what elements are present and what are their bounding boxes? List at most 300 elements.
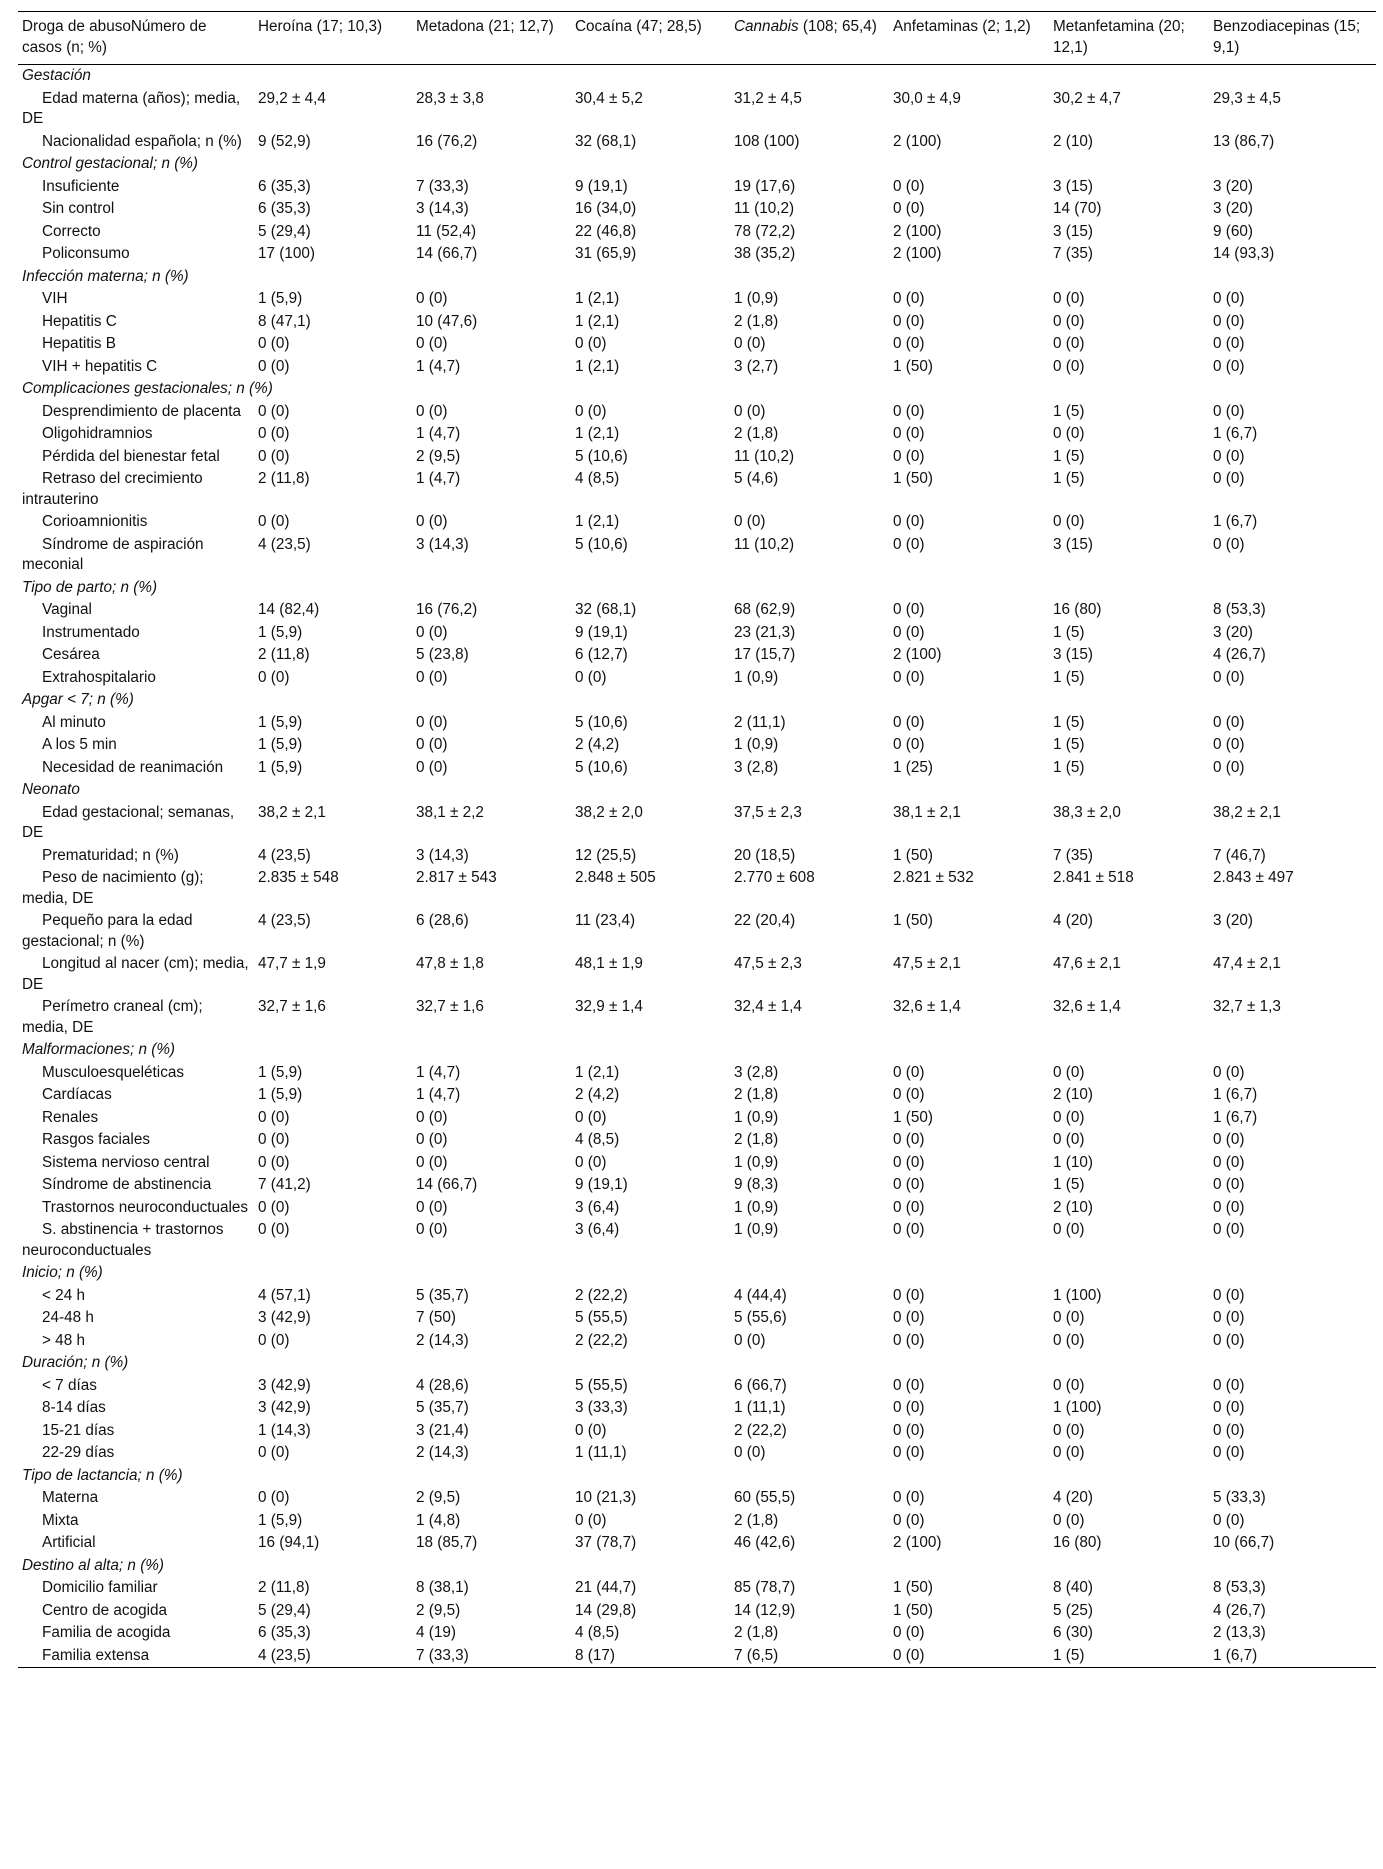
table-cell: 3 (14,3) [416,200,469,217]
table-cell: 11 (52,4) [416,222,477,240]
row-label-cell [18,131,254,154]
row-label-cell [18,622,254,645]
row-label-cell [18,1577,254,1600]
table-cell: 1 (50) [893,912,933,929]
table-cell: 0 (0) [416,290,448,307]
table-cell: 1 (6,7) [1213,513,1258,530]
row-label: Prematuridad; n (%) [42,846,179,864]
table-cell: 0 (0) [416,736,448,753]
table-row [18,953,1376,996]
table-cell: 1 (50) [893,846,933,864]
row-label: Sin control [42,200,115,217]
table-cell: 2 (22,2) [734,1421,787,1439]
table-cell: 3 (14,3) [416,846,469,864]
table-cell: 0 (0) [1053,357,1085,375]
table-cell: 32,4 ± 1,4 [734,998,802,1015]
table-cell: 1 (2,1) [575,312,620,330]
table-cell: 1 (11,1) [734,1399,786,1416]
row-label: Hepatitis C [42,312,117,330]
table-cell: 1 (11,1) [575,1444,627,1461]
table-cell: 0 (0) [1213,1286,1245,1304]
table-cell: 2 (11,1) [734,713,786,731]
table-cell: 0 (0) [258,1221,290,1238]
table-cell: 0 (0) [893,290,925,307]
table-cell: 0 (0) [893,1086,925,1103]
table-cell: 37,5 ± 2,3 [734,803,802,821]
section-row [18,779,1376,802]
header-cannabis-count: (108; 65,4) [798,18,877,35]
table-cell: 0 (0) [893,713,925,731]
table-cell: 0 (0) [893,1176,925,1193]
table-cell: 5 (55,5) [575,1309,628,1326]
row-label: > 48 h [42,1331,85,1349]
table-cell: 0 (0) [893,1198,925,1216]
section-label: Malformaciones; n (%) [22,1041,176,1058]
table-row [18,802,1376,845]
table-cell: 0 (0) [1213,335,1245,352]
table-cell: 16 (80) [1053,1534,1102,1551]
table-cell: 20 (18,5) [734,846,796,864]
table-cell: 0 (0) [734,335,766,352]
row-label: Centro de acogida [42,1601,168,1619]
table-cell: 0 (0) [893,1309,925,1326]
table-row [18,1622,1376,1645]
row-label: Renales [42,1108,99,1126]
table-cell: 38,1 ± 2,1 [893,803,961,821]
table-cell: 1 (4,7) [416,470,461,487]
table-cell: 0 (0) [893,1646,925,1664]
row-label: Nacionalidad española; n (%) [42,132,242,150]
table-cell: 5 (29,4) [258,1601,311,1619]
table-cell: 8 (38,1) [416,1579,469,1596]
table-cell: 1 (2,1) [575,357,620,375]
section-row [18,65,1376,88]
row-label: Extrahospitalario [42,668,156,686]
table-cell: 7 (35) [1053,245,1093,262]
table-cell: 5 (10,6) [575,535,628,553]
table-cell: 8 (17) [575,1646,615,1664]
table-cell: 8 (53,3) [1213,1579,1266,1596]
table-cell: 38,2 ± 2,0 [575,803,643,821]
table-cell: 85 (78,7) [734,1579,796,1596]
table-cell: 0 (0) [575,335,607,352]
table-cell: 6 (35,3) [258,1624,311,1641]
table-cell: 2 (100) [893,132,942,150]
row-label: Retraso del crecimiento intrauterino [22,470,203,508]
row-label-cell [18,1645,254,1668]
table-cell: 0 (0) [258,1108,290,1126]
table-cell: 3 (15) [1053,646,1093,663]
table-cell: 2 (14,3) [416,1331,469,1349]
table-cell: 3 (15) [1053,535,1093,553]
table-cell: 2 (10) [1053,1086,1093,1103]
table-cell: 28,3 ± 3,8 [416,89,484,107]
table-row [18,1645,1376,1668]
table-row [18,1420,1376,1443]
table-cell: 22 (20,4) [734,912,796,929]
table-cell: 1 (10) [1053,1153,1093,1171]
table-row [18,1577,1376,1600]
row-label-cell [18,1487,254,1510]
table-cell: 2 (4,2) [575,1086,620,1103]
table-cell: 32,7 ± 1,6 [258,998,326,1015]
table-cell: 4 (23,5) [258,846,311,864]
table-cell: 32 (68,1) [575,132,637,150]
table-cell: 0 (0) [258,402,290,420]
table-cell: 2 (11,8) [258,1579,310,1596]
row-label: Familia de acogida [42,1624,171,1641]
table-cell: 38,2 ± 2,1 [1213,803,1281,821]
table-cell: 10 (21,3) [575,1489,637,1506]
row-label-cell [18,1397,254,1420]
table-row [18,333,1376,356]
table-row [18,1174,1376,1197]
table-cell: 0 (0) [258,447,290,465]
table-cell: 0 (0) [893,1221,925,1238]
table-cell: 0 (0) [893,1376,925,1394]
table-row [18,534,1376,577]
table-cell: 1 (4,7) [416,1086,461,1103]
table-cell: 0 (0) [1213,1063,1245,1081]
row-label: Musculoesqueléticas [42,1063,184,1081]
table-cell: 0 (0) [1053,425,1085,442]
section-label: Duración; n (%) [22,1354,129,1371]
table-cell: 30,4 ± 5,2 [575,89,643,107]
table-row [18,401,1376,424]
table-cell: 0 (0) [258,513,290,530]
table-cell: 0 (0) [893,312,925,330]
row-label: Artificial [42,1534,96,1551]
table-cell: 5 (23,8) [416,646,469,663]
table-cell: 5 (10,6) [575,758,628,776]
table-cell: 48,1 ± 1,9 [575,955,643,972]
table-cell: 0 (0) [416,513,448,530]
table-cell: 14 (70) [1053,200,1102,217]
table-row [18,88,1376,131]
table-cell: 3 (6,4) [575,1198,620,1216]
table-cell: 5 (35,7) [416,1286,469,1304]
table-cell: 2 (1,8) [734,1086,779,1103]
table-row [18,423,1376,446]
table-row [18,356,1376,379]
table-cell: 1 (5) [1053,758,1085,776]
table-cell: 0 (0) [1213,1511,1245,1529]
table-cell: 0 (0) [416,402,448,420]
row-label: Vaginal [42,601,92,618]
table-cell: 2 (1,8) [734,1511,779,1529]
row-label-cell [18,311,254,334]
row-label-cell [18,1622,254,1645]
row-label: Edad gestacional; semanas, DE [22,803,235,841]
table-cell: 4 (20) [1053,1489,1093,1506]
table-cell: 0 (0) [1213,1221,1245,1238]
table-cell: 18 (85,7) [416,1534,478,1551]
table-cell: 60 (55,5) [734,1489,796,1506]
table-cell: 0 (0) [1053,1376,1085,1394]
table-cell: 1 (6,7) [1213,1086,1258,1103]
table-cell: 3 (6,4) [575,1221,620,1238]
row-label-cell [18,401,254,424]
table-cell: 2 (1,8) [734,1624,779,1641]
section-label: Inicio; n (%) [22,1264,103,1281]
table-cell: 0 (0) [734,1444,766,1461]
row-label-cell [18,423,254,446]
table-cell: 8 (53,3) [1213,601,1266,618]
row-label-cell [18,1442,254,1465]
table-cell: 1 (100) [1053,1399,1102,1416]
table-body [18,65,1376,1668]
section-row [18,378,1376,401]
row-label: Instrumentado [42,623,140,641]
table-cell: 0 (0) [893,1131,925,1148]
table-cell: 1 (5,9) [258,1511,303,1529]
table-cell: 1 (4,7) [416,425,461,442]
table-cell: 0 (0) [1053,1444,1085,1461]
table-cell: 1 (5) [1053,1646,1085,1664]
row-label-cell [18,1197,254,1220]
row-label-cell [18,288,254,311]
table-cell: 17 (100) [258,245,315,262]
table-cell: 2 (100) [893,646,942,663]
table-cell: 0 (0) [258,1331,290,1349]
table-cell: 2 (100) [893,245,942,262]
row-label: VIH + hepatitis C [42,357,158,375]
table-cell: 6 (35,3) [258,200,311,217]
row-label-cell [18,1330,254,1353]
table-cell: 2 (9,5) [416,1489,461,1506]
table-cell: 47,7 ± 1,9 [258,955,326,972]
table-cell: 108 (100) [734,132,800,150]
table-cell: 3 (14,3) [416,535,469,553]
table-row [18,1107,1376,1130]
table-cell: 0 (0) [1213,1176,1245,1193]
table-row [18,1510,1376,1533]
table-cell: 0 (0) [893,1489,925,1506]
table-cell: 1 (2,1) [575,1063,620,1081]
table-cell: 6 (66,7) [734,1376,787,1394]
table-cell: 11 (10,2) [734,200,795,217]
section-label: Apgar < 7; n (%) [22,691,134,708]
table-cell: 3 (42,9) [258,1309,311,1326]
table-cell: 16 (80) [1053,601,1102,618]
table-cell: 38 (35,2) [734,245,796,262]
section-row [18,1352,1376,1375]
section-label: Destino al alta; n (%) [22,1556,164,1574]
table-cell: 14 (66,7) [416,245,478,262]
table-cell: 0 (0) [893,425,925,442]
table-cell: 32,6 ± 1,4 [1053,998,1121,1015]
table-cell: 0 (0) [575,1108,607,1126]
table-cell: 0 (0) [416,713,448,731]
row-label: Al minuto [42,713,106,731]
table-cell: 1 (6,7) [1213,1646,1258,1664]
data-table [18,11,1376,1668]
table-cell: 0 (0) [1053,513,1085,530]
table-cell: 3 (33,3) [575,1399,628,1416]
table-cell: 38,1 ± 2,2 [416,803,484,821]
table-cell: 2.817 ± 543 [416,869,497,886]
table-row [18,131,1376,154]
row-label: Edad materna (años); media, DE [22,89,241,127]
header-benzodiacepinas: Benzodiacepinas (15; 9,1) [1213,18,1361,56]
table-row [18,1129,1376,1152]
table-cell: 1 (4,7) [416,357,461,375]
table-cell: 9 (8,3) [734,1176,779,1193]
table-cell: 2.770 ± 608 [734,869,815,886]
table-cell: 9 (19,1) [575,623,628,641]
table-cell: 0 (0) [893,200,925,217]
table-cell: 1 (2,1) [575,513,620,530]
table-cell: 0 (0) [893,177,925,195]
table-cell: 1 (5,9) [258,713,303,731]
table-cell: 0 (0) [1213,1421,1245,1439]
row-label: Domicilio familiar [42,1579,158,1596]
table-cell: 2 (9,5) [416,447,461,465]
table-cell: 14 (93,3) [1213,245,1275,262]
table-cell: 0 (0) [1213,470,1245,487]
row-label-cell [18,599,254,622]
table-cell: 1 (5) [1053,713,1085,731]
table-cell: 0 (0) [416,623,448,641]
table-cell: 3 (20) [1213,912,1253,929]
table-cell: 3 (20) [1213,200,1253,217]
table-cell: 0 (0) [1213,402,1245,420]
table-cell: 2 (22,2) [575,1331,628,1349]
table-cell: 0 (0) [258,1444,290,1461]
table-cell: 0 (0) [893,513,925,530]
table-cell: 0 (0) [1053,290,1085,307]
row-label: 8-14 días [42,1399,106,1416]
row-label-cell [18,1107,254,1130]
table-cell: 4 (8,5) [575,470,620,487]
row-label: Materna [42,1489,99,1506]
table-cell: 47,4 ± 2,1 [1213,955,1281,972]
table-cell: 0 (0) [1053,1309,1085,1326]
table-cell: 29,2 ± 4,4 [258,89,326,107]
table-row [18,1152,1376,1175]
header-drug-cases: Droga de abusoNúmero de casos (n; %) [22,18,207,56]
table-cell: 0 (0) [416,1108,448,1126]
table-cell: 5 (55,5) [575,1376,628,1394]
table-row [18,867,1376,910]
table-cell: 5 (35,7) [416,1399,469,1416]
row-label-cell [18,1129,254,1152]
row-label-cell [18,712,254,735]
table-cell: 0 (0) [1213,758,1245,776]
row-label: Pequeño para la edad gestacional; n (%) [22,912,193,950]
table-row [18,176,1376,199]
table-cell: 0 (0) [1053,1511,1085,1529]
table-cell: 1 (5) [1053,623,1085,641]
row-label-cell [18,1307,254,1330]
section-label: Tipo de parto; n (%) [22,578,158,596]
table-cell: 0 (0) [893,623,925,641]
row-label: Trastornos neuroconductuales [42,1198,249,1216]
table-cell: 4 (8,5) [575,1624,620,1641]
table-cell: 0 (0) [893,1331,925,1349]
table-cell: 2 (13,3) [1213,1624,1266,1641]
table-row [18,910,1376,953]
table-cell: 31,2 ± 4,5 [734,89,802,107]
table-cell: 0 (0) [1053,335,1085,352]
table-cell: 14 (82,4) [258,601,320,618]
table-cell: 11 (10,2) [734,447,795,465]
table-cell: 16 (76,2) [416,601,478,618]
table-cell: 3 (20) [1213,177,1253,195]
table-cell: 6 (28,6) [416,912,469,929]
section-label: Infección materna; n (%) [22,267,189,285]
table-row [18,667,1376,690]
table-cell: 0 (0) [893,601,925,618]
table-cell: 4 (20) [1053,912,1093,929]
table-cell: 29,3 ± 4,5 [1213,89,1281,107]
row-label: Oligohidramnios [42,425,153,442]
table-cell: 0 (0) [416,1153,448,1171]
table-cell: 47,5 ± 2,1 [893,955,961,972]
table-cell: 2 (11,8) [258,470,310,487]
row-label-cell [18,1152,254,1175]
table-cell: 14 (29,8) [575,1601,637,1619]
header-metanfetamina: Metanfetamina (20; 12,1) [1053,18,1185,56]
table-cell: 9 (19,1) [575,177,628,195]
table-cell: 78 (72,2) [734,222,796,240]
table-cell: 37 (78,7) [575,1534,637,1551]
table-row [18,1487,1376,1510]
table-cell: 32 (68,1) [575,601,637,618]
row-label: Correcto [42,222,101,240]
row-label-cell [18,356,254,379]
table-cell: 1 (0,9) [734,1198,779,1216]
table-cell: 16 (76,2) [416,132,478,150]
table-cell: 0 (0) [416,1221,448,1238]
row-label-cell [18,734,254,757]
section-row [18,1262,1376,1285]
table-cell: 38,3 ± 2,0 [1053,803,1121,821]
row-label: Sistema nervioso central [42,1153,210,1171]
table-cell: 1 (25) [893,758,933,776]
table-cell: 0 (0) [575,1153,607,1171]
table-cell: 1 (0,9) [734,668,779,686]
row-label-cell [18,1084,254,1107]
table-cell: 0 (0) [1213,1399,1245,1416]
row-label-cell [18,1600,254,1623]
table-cell: 1 (5,9) [258,758,303,776]
table-cell: 0 (0) [1213,1198,1245,1216]
section-row [18,153,1376,176]
table-cell: 4 (23,5) [258,1646,311,1664]
table-cell: 22 (46,8) [575,222,637,240]
table-cell: 0 (0) [416,758,448,776]
table-cell: 8 (47,1) [258,312,311,330]
table-cell: 1 (0,9) [734,1108,779,1126]
table-cell: 0 (0) [1213,736,1245,753]
table-cell: 0 (0) [575,1511,607,1529]
table-cell: 2 (1,8) [734,312,779,330]
table-row [18,221,1376,244]
table-cell: 2.821 ± 532 [893,869,974,886]
row-label: S. abstinencia + trastornos neuroconductuales [22,1221,224,1259]
table-cell: 3 (20) [1213,623,1253,641]
table-cell: 1 (5,9) [258,623,303,641]
row-label: Pérdida del bienestar fetal [42,447,220,465]
table-cell: 1 (5) [1053,668,1085,686]
section-label: Neonato [22,781,80,798]
table-cell: 32,7 ± 1,3 [1213,998,1281,1015]
table-cell: 0 (0) [734,402,766,420]
table-cell: 1 (50) [893,1601,933,1619]
section-label: Complicaciones gestacionales; n (%) [22,380,273,397]
row-label-cell [18,176,254,199]
